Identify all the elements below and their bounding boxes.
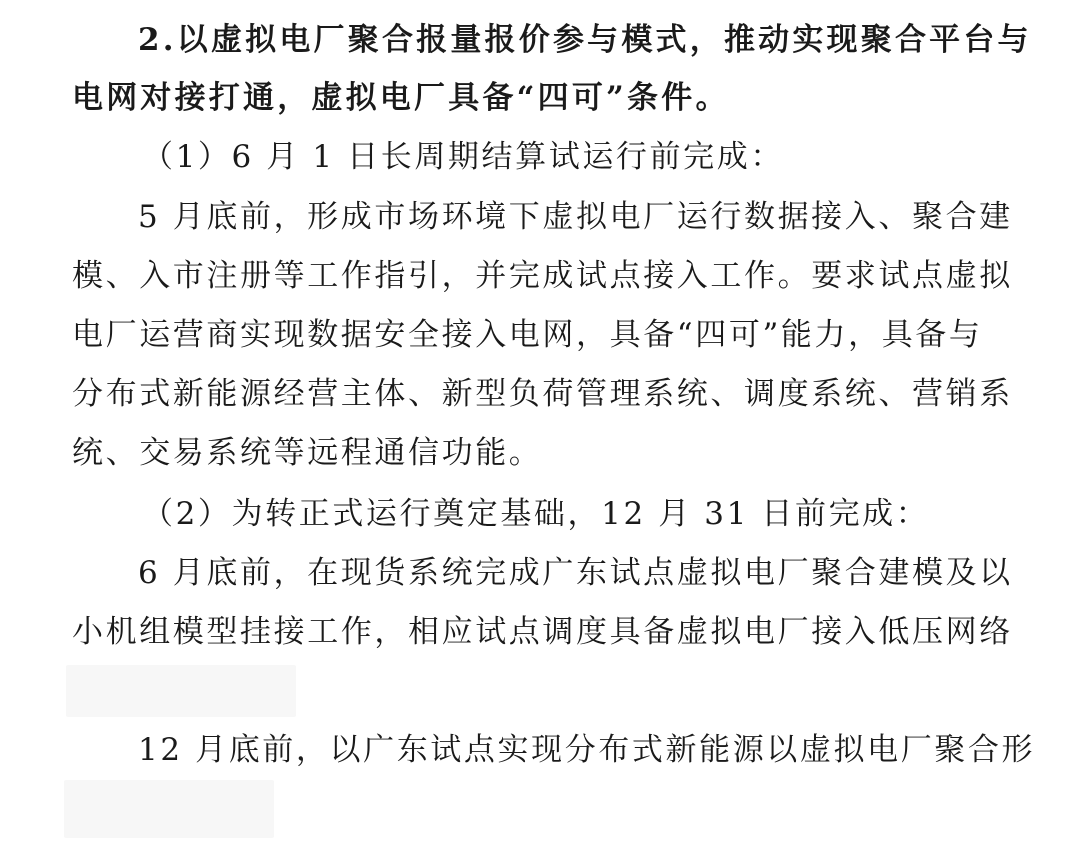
redacted-region-bottom <box>64 780 274 838</box>
section1-paragraph-line-3: 电厂运营商实现数据安全接入电网，具备“四可”能力，具备与 <box>72 317 983 353</box>
heading-line-2: 电网对接打通，虚拟电厂具备“四可”条件。 <box>72 80 730 116</box>
section1-title: （1）6 月 1 日长周期结算试运行前完成： <box>142 139 784 175</box>
section2-paragraph1-line-2: 小机组模型挂接工作，相应试点调度具备虚拟电厂接入低压网络 <box>72 614 1013 650</box>
section1-paragraph-line-2: 模、入市注册等工作指引，并完成试点接入工作。要求试点虚拟 <box>72 258 1013 294</box>
section2-paragraph1-line-1: 6 月底前，在现货系统完成广东试点虚拟电厂聚合建模及以 <box>138 555 1013 591</box>
heading-line-1: 2.以虚拟电厂聚合报量报价参与模式，推动实现聚合平台与 <box>138 22 1032 58</box>
section2-paragraph2-line-1: 12 月底前，以广东试点实现分布式新能源以虚拟电厂聚合形 <box>138 732 1036 768</box>
section1-paragraph-line-1: 5 月底前，形成市场环境下虚拟电厂运行数据接入、聚合建 <box>138 199 1013 235</box>
section2-title: （2）为转正式运行奠定基础，12 月 31 日前完成： <box>142 496 930 532</box>
redacted-region <box>66 665 296 717</box>
section1-paragraph-line-5: 统、交易系统等远程通信功能。 <box>72 435 543 471</box>
section1-paragraph-line-4: 分布式新能源经营主体、新型负荷管理系统、调度系统、营销系 <box>72 376 1013 412</box>
